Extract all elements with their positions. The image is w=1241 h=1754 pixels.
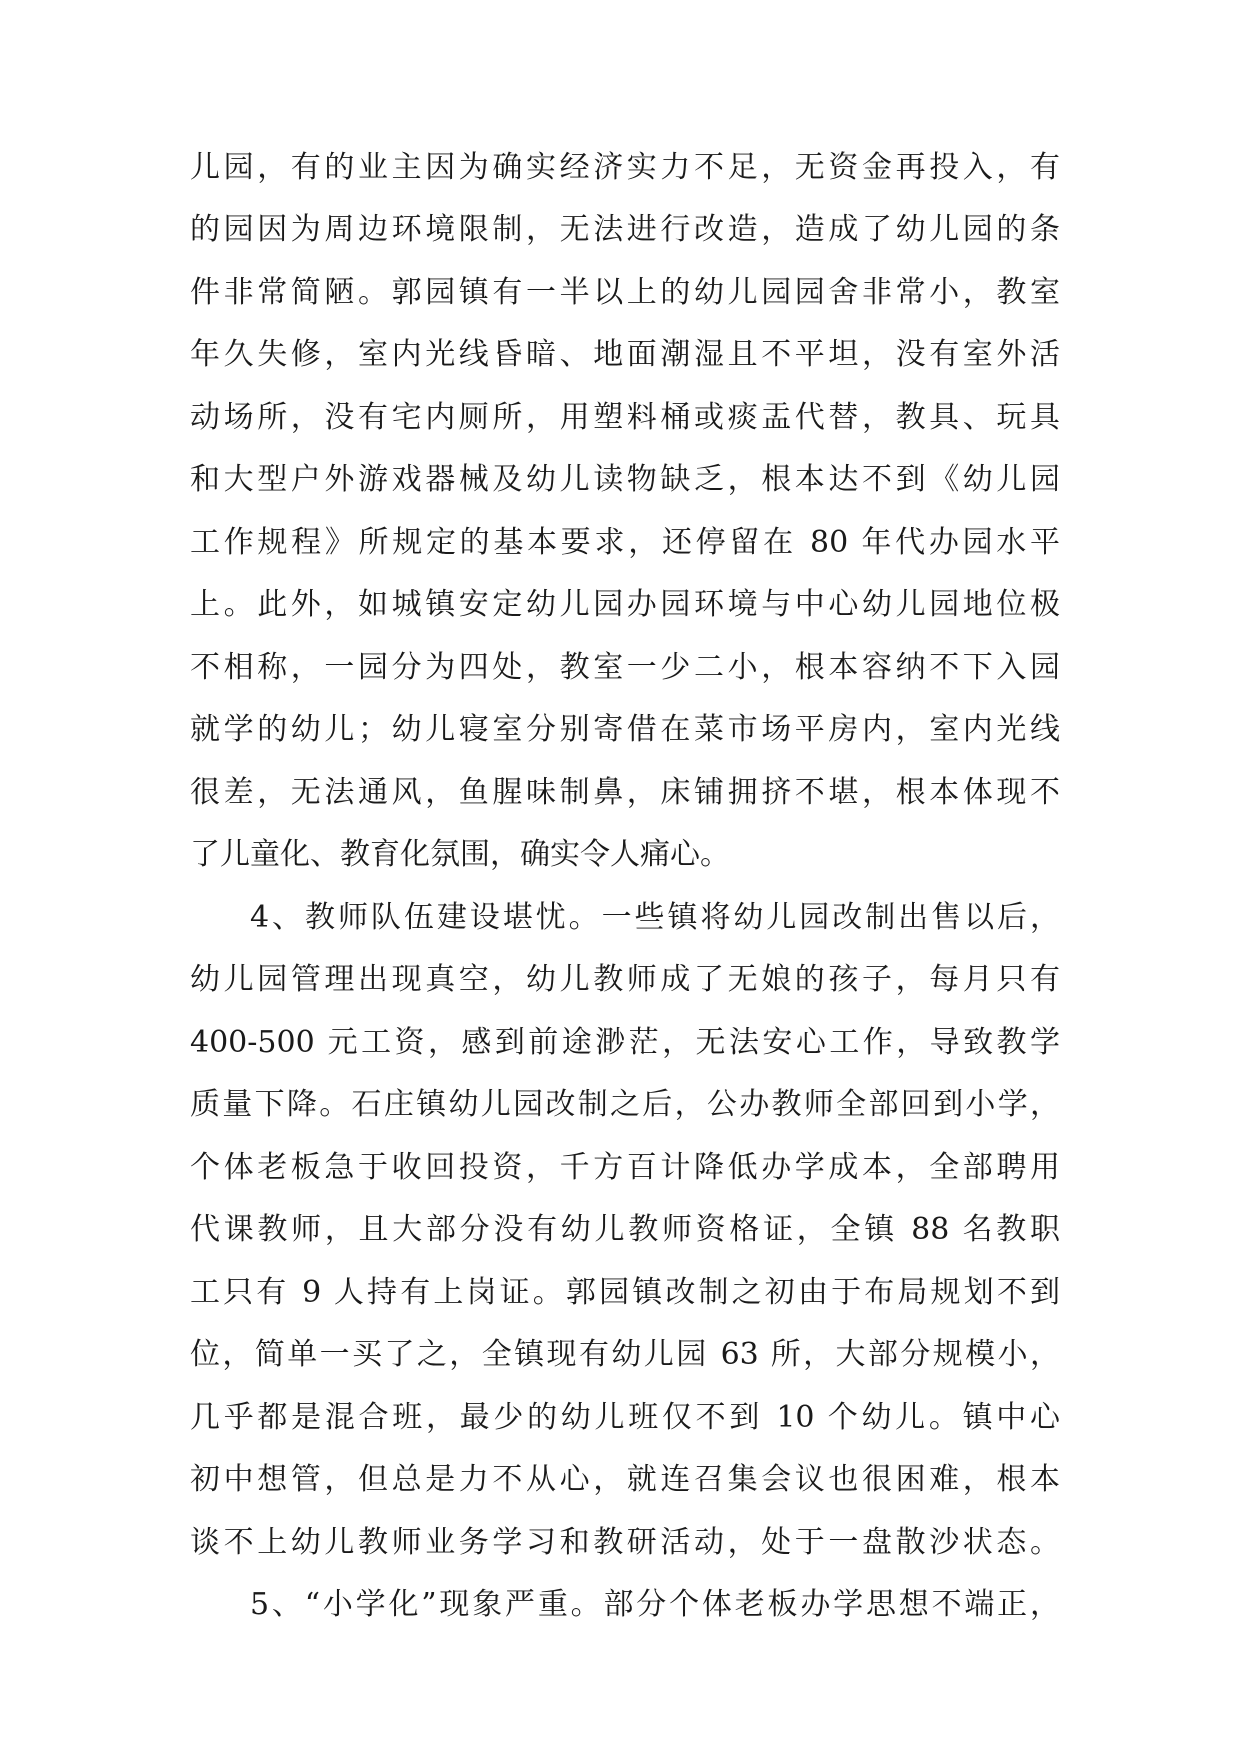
text-line: 谈不上幼儿教师业务学习和教研活动，处于一盘散沙状态。 (190, 1525, 1060, 1560)
text-line: 不相称，一园分为四处，教室一少二小，根本容纳不下入园 (190, 650, 1060, 685)
text-line: 年久失修，室内光线昏暗、地面潮湿且不平坦，没有室外活 (190, 337, 1060, 372)
text-line: 5、“小学化”现象严重。部分个体老板办学思想不端正， (250, 1587, 1060, 1622)
text-line: 质量下降。石庄镇幼儿园改制之后，公办教师全部回到小学， (190, 1087, 1060, 1122)
text-line: 初中想管，但总是力不从心，就连召集会议也很困难，根本 (190, 1462, 1060, 1497)
text-line: 的园因为周边环境限制，无法进行改造，造成了幼儿园的条 (190, 212, 1060, 247)
text-line: 就学的幼儿；幼儿寝室分别寄借在菜市场平房内，室内光线 (190, 712, 1060, 747)
text-line: 和大型户外游戏器械及幼儿读物缺乏，根本达不到《幼儿园 (190, 462, 1060, 497)
text-line: 4、教师队伍建设堪忧。一些镇将幼儿园改制出售以后， (250, 900, 1060, 935)
text-line: 儿园，有的业主因为确实经济实力不足，无资金再投入，有 (190, 150, 1060, 185)
text-line: 400-500 元工资，感到前途渺茫，无法安心工作，导致教学 (190, 1025, 1060, 1060)
text-line: 位，简单一买了之，全镇现有幼儿园 63 所，大部分规模小， (190, 1337, 1060, 1372)
text-line: 个体老板急于收回投资，千方百计降低办学成本，全部聘用 (190, 1150, 1060, 1185)
text-line: 件非常简陋。郭园镇有一半以上的幼儿园园舍非常小，教室 (190, 275, 1060, 310)
text-line: 工作规程》所规定的基本要求，还停留在 80 年代办园水平 (190, 525, 1060, 560)
text-line: 很差，无法通风，鱼腥味制鼻，床铺拥挤不堪，根本体现不 (190, 775, 1060, 810)
text-line: 幼儿园管理出现真空，幼儿教师成了无娘的孩子，每月只有 (190, 962, 1060, 997)
text-line: 工只有 9 人持有上岗证。郭园镇改制之初由于布局规划不到 (190, 1275, 1060, 1310)
text-line: 代课教师，且大部分没有幼儿教师资格证，全镇 88 名教职 (190, 1212, 1060, 1247)
text-line: 几乎都是混合班，最少的幼儿班仅不到 10 个幼儿。镇中心 (190, 1400, 1060, 1435)
text-line: 动场所，没有宅内厕所，用塑料桶或痰盂代替，教具、玩具 (190, 400, 1060, 435)
text-line: 了儿童化、教育化氛围，确实令人痛心。 (190, 837, 730, 872)
text-line: 上。此外，如城镇安定幼儿园办园环境与中心幼儿园地位极 (190, 587, 1060, 622)
